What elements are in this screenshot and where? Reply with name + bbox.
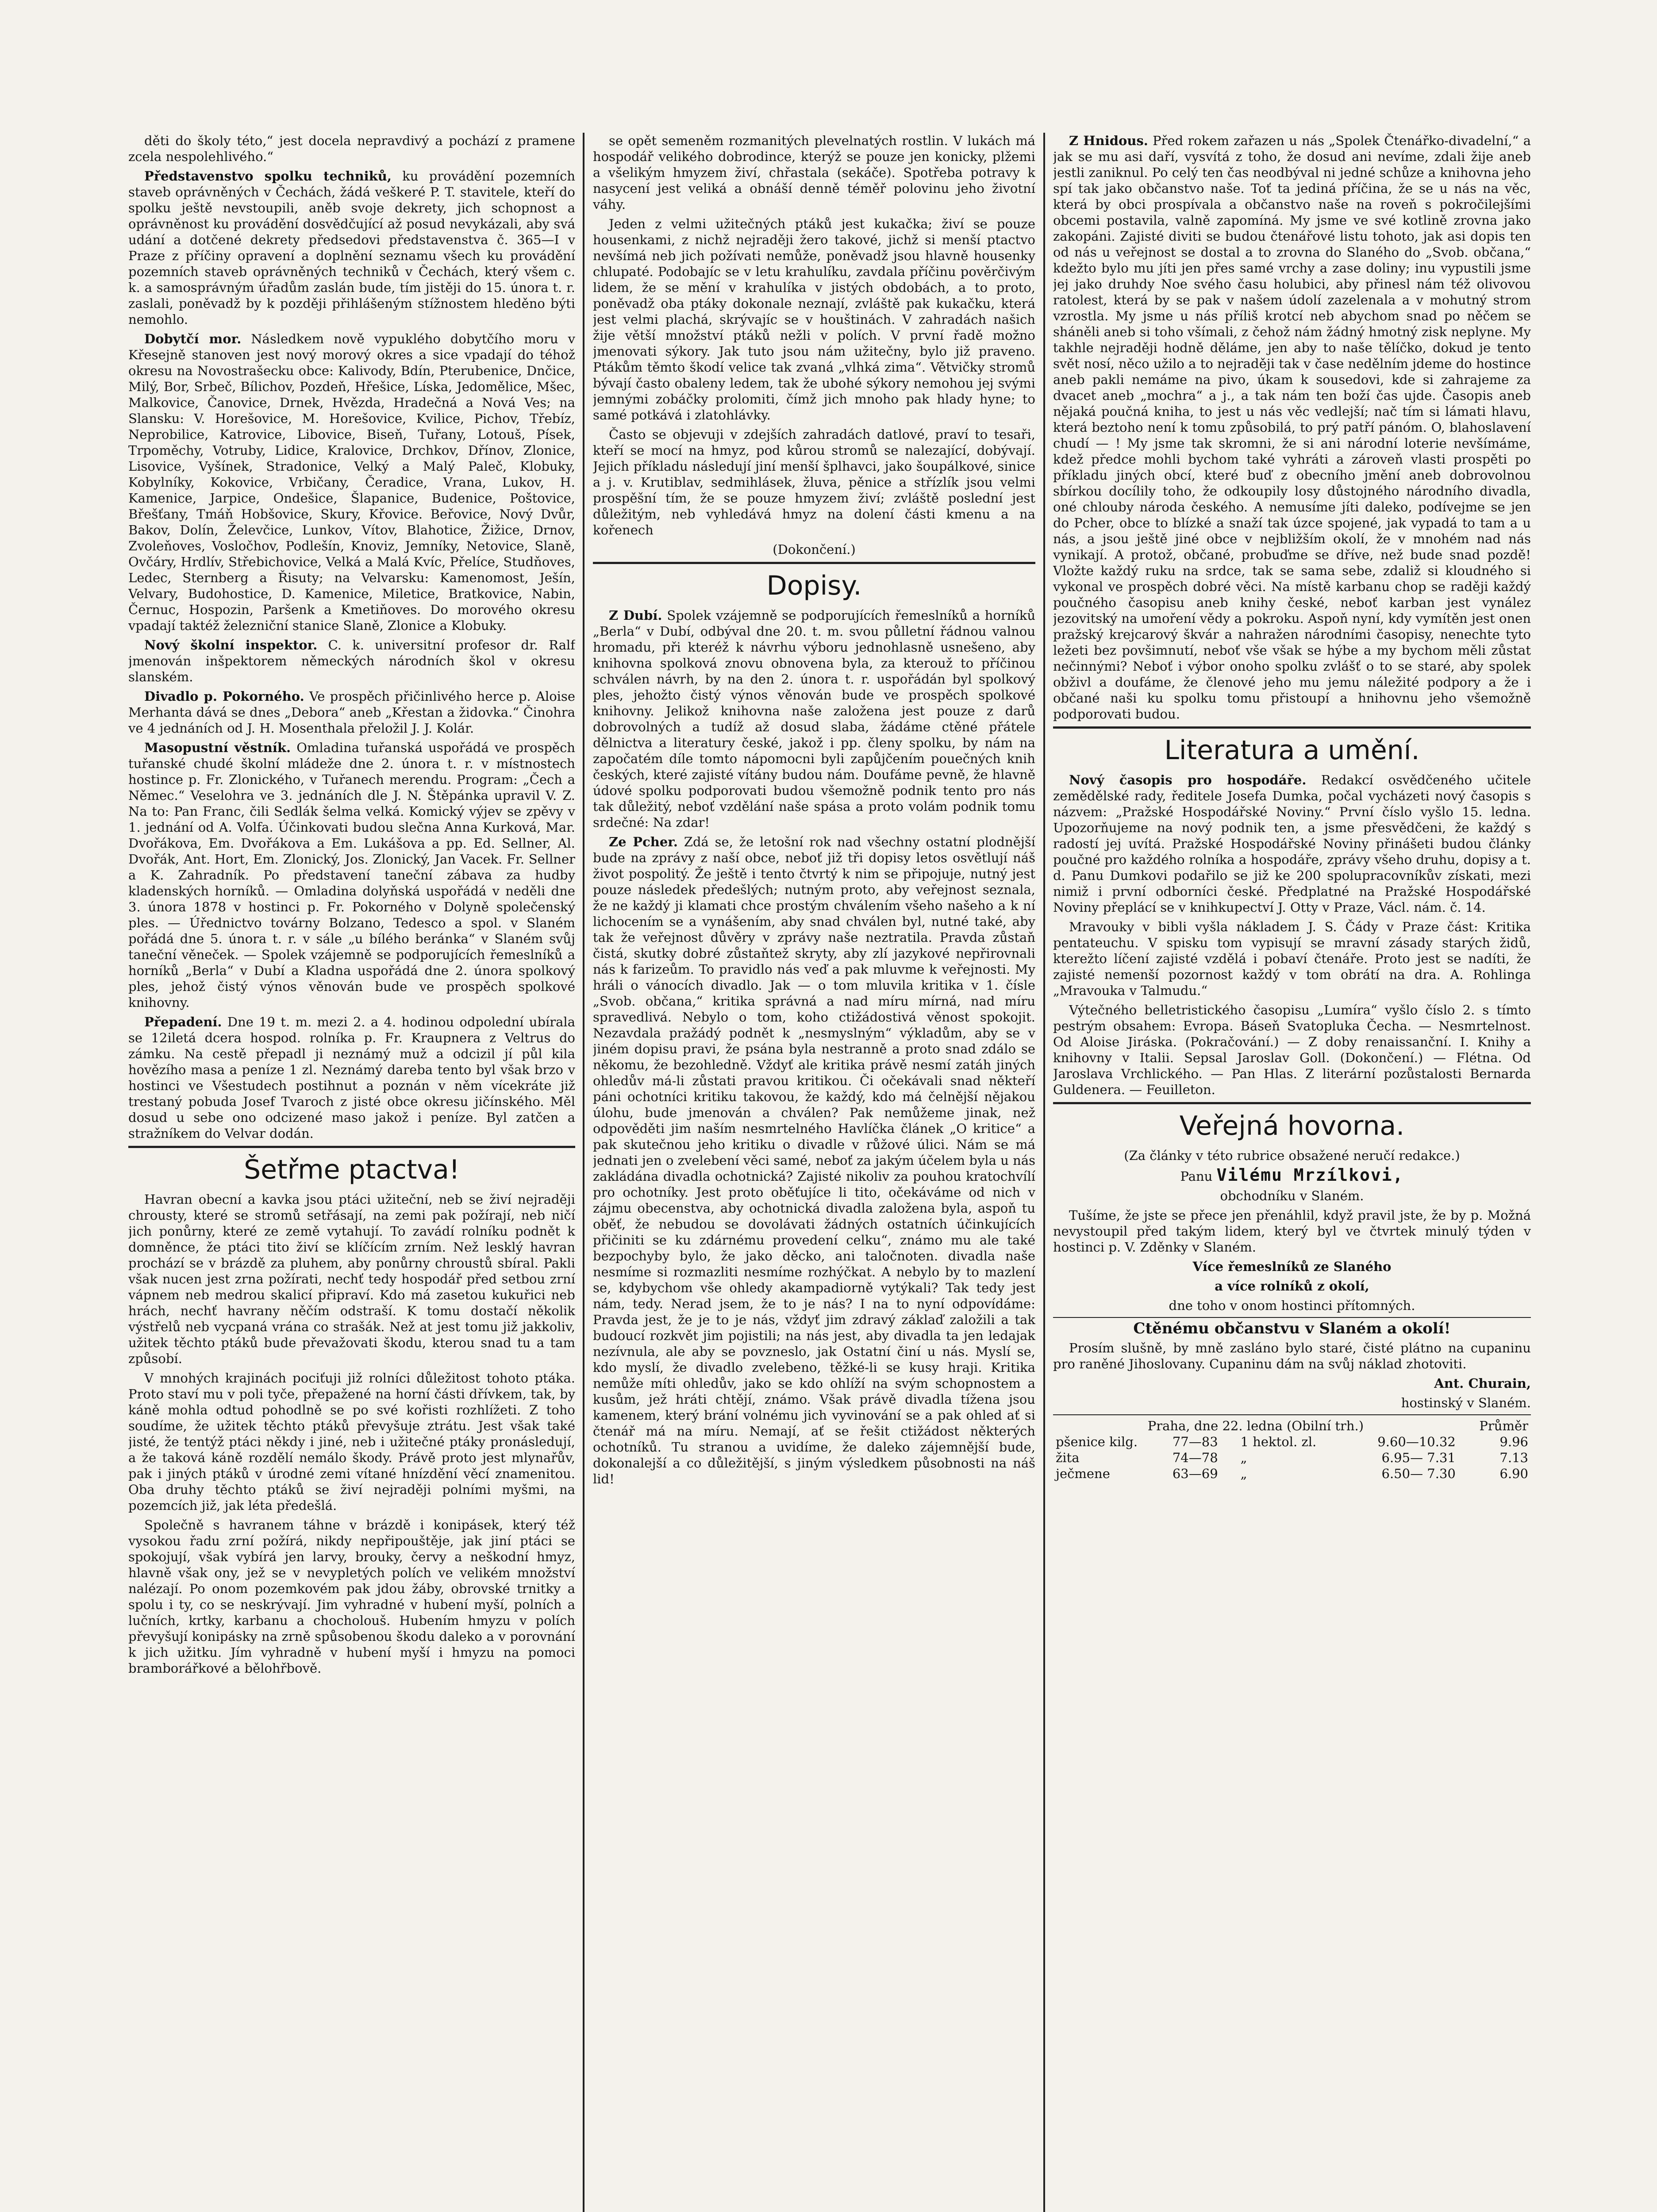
grain-price: 6.95— 7.31 <box>1381 1450 1456 1465</box>
table-row <box>1053 1434 1531 1450</box>
letter-item <box>1053 133 1531 722</box>
letter-text: Před rokem zařazen u nás „Spolek Čtenářko-divadelní,“ a jak se mu asi daří, vysvítá z toho, že dosud ani nevíme, zdali žije aneb jestli zaniknul. Po celý ten čas neodbýval ni jedné schůze a knihovna jeho spí tak jako občanstvo naše. Toť ta jediná příčina, že se u nás na věc, která by obci prospívala a občanstvo naše na roveň s pokročilejšími obcemi postavila, valně zapomíná. My jsme ve své kotlině zrovna jako zakopáni. Zajisté diviti se budou čtenářové listu tohoto, jak asi dopis ten od nás u veřejnost se dostal a to zrovna do Slaného do „Svob. občana,“ kdežto bylo mu jíti jen přes samé vrchy a zase doliny; inu vypustili jsme jej jako druhdy Noe svého času holubici, aby přinesl nám též olivovou ratolest, která by se pak v našem údolí zazelenala a v mohutný strom vzrostla. My jsme u nás příliš krotcí neb abychom snad po něčem se sháněli aneb si toho všímali, z čehož nám žádný hmotný zisk neplyne. My takhle nejraději hodně děláme, jen aby to naše tělíčko, dokud je tento svět nosí, něco užilo a to nejraději tak v čase nedělním jdeme do hostince aneb pakli nemáme na pivo, úkam k sousedovi, kde si zahrajeme za dvacet aneb „mochra“ a j., a tak nám ten boží čas ujde. Časopis aneb nějaká poučná kniha, to jest u nás věc vedlejší; nač tím si lámati hlavu, která beztoho není k tomu způsobilá, to prý patří pánóm. O, blahoslavení chudí — ! My jsme tak skromni, že si ani národní loterie nevšímáme, kdež předce mohli bychom také vyhráti a zároveň vlasti prospěti po příkladu jiných obcí, které buď z obecního jmění aneb dobrovolnou sbírkou docílily toho, že odkoupily losy důstojného národního divadla, oné chlouby národa českého. A nemusíme jíti daleko, podívejme se jen do Pcher, obce to blízké a snaží tak úzce spojené, jak vypadá to tam a u nás, a jsou ještě jiné obce v nejbližším okolí, že v mnohém nad nás vynikají. A protož, občané, probuďme se dříve, než bude snad pozdě! Vložte každý ruku na srdce, tak se sama sebe, zdaliž si kloudného si vykonal ve prospěch dobré věci. Na místě karbanu chop se raději každý poučného časopisu aneb knihy české, neboť karban jest vynález jezovitský na umoření vědy a pokroku. Aspoň nyní, kdy vymítěn jest onen pražský krejcarový škvár a nahražen národními časopisy, nenechte tyto ležeti bez povšimnutí, neboť vše však se hýbe a my bychom měli zůstat nečinnými? Neboť i výbor onoho spolku zvlášť o to se staré, aby spolek obživl a doufáme, že členové jeho mu jemu náležité podpory a že i občané naši ku spolku tomu přistoupí a hnihovnu jeho všemožně podporovati budou. <box>1053 133 1531 722</box>
divider <box>1053 1414 1531 1415</box>
price-heading: Praha, dne 22. ledna (Obilní trh.) <box>1147 1418 1364 1433</box>
news-text: Následkem nově vypuklého dobytčího moru v Křesejně stanoven jest nový morový okres a sice vpadají do téhož okresu na Novostrašecku obce: Kalivody, Bdín, Pterubenice, Dnčice, Milý, Bor, Srbeč, Bílichov, Pozdeň, Hřešice, Líska, Jedomělice, Mšec, Malkovice, Čanovice, Drnek, Hvězda, Hradečná a Nová Ves; na Slansku: V. Horešovice, M. Horešovice, Kvilice, Pichov, Třebíz, Neprobilice, Katrovice, Libovice, Biseň, Tuřany, Lotouš, Písek, Trpoměchy, Votruby, Lidice, Kralovice, Drchkov, Dřínov, Zlonice, Lisovice, Vyšínek, Stradonice, Velký a Malý Paleč, Klobuky, Kobylníky, Kokovice, Vrbičany, Čeradice, Vrana, Lukov, H. Kamenice, Jarpice, Ondešice, Šlapanice, Budenice, Poštovice, Břešťany, Tmáň Hobšovice, Skury, Křovice. Beřovice, Nový Dvůr, Bakov, Dolín, Želevčice, Lunkov, Vítov, Blahotice, Žižice, Drnov, Zvoleňoves, Vosločhov, Podlešín, Knoviz, Jemníky, Netovice, Slaně, Ovčáry, Hrdlív, Střebichovice, Velká a Malá Kvíc, Přelíce, Studňoves, Ledec, Sternberg a Řisuty; na Velvarsku: Kamenomost, Ješín, Velvary, Budohostice, D. Kamenice, Miletice, Bratkovice, Nabin, Černuc, Hospozin, Paršenk a Kmetiňoves. Do morového okresu vpadají taktéž železniční stanice Slaně, Zlonice a Klobuky. <box>128 331 575 633</box>
divider <box>1053 1317 1531 1318</box>
price-avg-header: Průměr <box>1479 1418 1528 1433</box>
signature: Více řemeslníků ze Slaného <box>1192 1259 1392 1274</box>
signature: a více rolníků z okolí, <box>1215 1279 1369 1294</box>
column-rule <box>583 133 584 2212</box>
table-row <box>1053 1450 1531 1466</box>
grain-name: ječmene <box>1056 1466 1110 1481</box>
signature: Ant. Churain, <box>1434 1376 1531 1391</box>
grain-unit: 1 hektol. zl. <box>1240 1434 1317 1449</box>
column-1 <box>128 133 575 2212</box>
paragraph: Společně s havranem táhne v brázdě i konipásek, který též vysokou řadu zrní požírá, nikdy nepřipouštěje, jak jiní ptáci se spokojují, však vybírá jen larvy, brouky, červy a neškodní hmyz, hlavně však ony, jež se v nevypletých polích ve velikém množství nalézají. Po onom pozemkovém pak jdou žáby, obrovské trnitky a spolu i ty, co se neskrývají. Jim vyhradné v hubení myší, polních a lučních, krtky, karbanu a chocholouš. Hubením hmyzu v polích převyšují konipásky na zrně spůsobenou škodu daleko a v porovnání k jich užitku. Jím vyhradně v hubení myší i hmyzu na pomoci bramborářkové a bělohřbově. <box>128 1517 575 1676</box>
letter-lead: Z Hnidous. <box>1069 133 1148 148</box>
signature-note: hostinský v Slaném. <box>1401 1395 1531 1410</box>
news-item <box>128 688 575 736</box>
news-item <box>128 740 575 1010</box>
grain-unit: „ <box>1240 1450 1247 1465</box>
news-lead: Masopustní věstník. <box>144 740 291 755</box>
addressee-prefix: Panu <box>1180 1169 1213 1184</box>
letter-lead: Ze Pcher. <box>609 834 678 849</box>
news-lead: Divadlo p. Pokorného. <box>144 689 304 704</box>
paragraph: děti do školy této,“ jest docela nepravdivý a pochází z pramene zcela nespolehlivého.“ <box>128 133 575 164</box>
section-divider <box>1053 726 1531 729</box>
literature-lead: Nový časopis pro hospodáře. <box>1069 772 1307 787</box>
editor-note: (Za články v této rubrice obsažené neručí redakce.) <box>1124 1148 1460 1163</box>
section-heading: Šetřme ptactva! <box>244 1154 460 1185</box>
grain-avg: 9.96 <box>1499 1434 1528 1449</box>
grain-name: žita <box>1056 1450 1080 1465</box>
newspaper-page <box>128 133 1531 2212</box>
news-lead: Dobytčí mor. <box>144 331 242 346</box>
grain-price: 6.50— 7.30 <box>1381 1466 1456 1481</box>
addressee-name: Vilému Mrzílkovi, <box>1216 1165 1404 1185</box>
paragraph: Prosím slušně, by mně zasláno bylo staré, čisté plátno na cupaninu pro raněné Jihoslovany. Cupaninu dám na svůj náklad zhotoviti. <box>1053 1340 1531 1371</box>
grain-avg: 7.13 <box>1499 1450 1528 1465</box>
table-row <box>1053 1466 1531 1482</box>
section-divider <box>593 562 1035 564</box>
grain-range: 77—83 <box>1172 1434 1218 1449</box>
news-item <box>128 168 575 327</box>
news-lead: Přepadení. <box>144 1014 222 1029</box>
column-2 <box>593 133 1035 2212</box>
section-divider <box>1053 1102 1531 1104</box>
news-lead: Představenstvo spolku techniků, <box>144 169 392 184</box>
paragraph: Jeden z velmi užitečných ptáků jest kukačka; živí se pouze housenkami, z nichž nejraději žero takové, jichž si menší ptactvo nevšímá neb jich požívati nemůže, poněvadž jsou hlavně housenky chlupaté. Podobajíc se v letu krahulíku, zavdala příčinu pověrčivým lidem, že se mění v krahulíka v jistých obdobách, a to proto, poněvadž oba ptáky dokonale neznají, zvláště pak kukačku, která jest velmi plachá, skrývajíc se v houštinách. V zahradách našich žije větší množství ptáků nežli v polích. V první řadě možno jmenovati sýkory. Jak tuto jsou nám užitečny, bylo již praveno. Ptákům těmto škodí velice tak zvaná „vlhká zima“. Větvičky stromů bývají často obaleny ledem, tak že ubohé sýkory nemohou jej svými jemnými zobáčky prolomiti, čímž jich mnoho pak hlady hyne; to samé potkává i zlatohlávky. <box>593 216 1035 422</box>
paragraph: Tušíme, že jste se přece jen přenáhlil, když pravil jste, že by p. Možná nevystoupil před takým lidem, který byl ve čtvrtek minulý týden v hostinci p. V. Zděnky v Slaném. <box>1053 1208 1531 1255</box>
news-text: C. k. universitní profesor dr. Ralf jmenován inšpektorem německých národních škol v okresu slanském. <box>128 637 575 684</box>
paragraph: Havran obecní a kavka jsou ptáci užiteční, neb se živí nejraději chrousty, které se stromů setřásají, na zemi pak požírají, neb ničí jich ponůrny, které ze země vytahují. To zavádí rolníku podnět k domněnce, že ptáci tito živí se klíčícím zrním. Než lesklý havran prochází se v brázdě za pluhem, aby ponůrny chroustů sbíral. Pakli však nucen jest zrna požírati, nechť tedy hospodář před setbou zrní vápnem neb medrou skalicí připraví. Kdo má zasetou kukuřici neb hrách, nechť havrany něčím odstraší. K tomu dostačí několik výstřelů neb vycpaná vrána co strašák. Než at jest tomu již jakkoliv, užitek těchto ptáků bude převažovati škodu, kterou snad tu a tam způsobí. <box>128 1192 575 1366</box>
continued-note: (Dokončení.) <box>773 542 856 557</box>
letter-text: Zdá se, že letošní rok nad všechny ostatní plodnější bude na zprávy z naší obce, neboť již tři dopisy letos osvětlují náš život pospolitý. Že ještě i tento čtvrtý k nim se připojuje, nutný jest pouze následek předešlých; nutným proto, aby veřejnost seznala, že ne každý ji klamati chce prostým chválením všeho našeho a k ní lichocením se a vynášením, aby snad chválen byl, nutné také, aby tak že veřejnost důvěry v zprávy naše neztratila. Pravda zůstaň čistá, skutky dobré zůstaňtež skryty, aby zlí jazykové nepřirovnali nás k farizeům. To pravidlo nás veď a pak mluvme k veřejnosti. My hráli o vánocích divadlo. Jak — o tom mluvila kritika v 1. čísle „Svob. občana,“ kritika správná a nad míru mírná, nad míru spravedlivá. Nebylo o tom, koho ctižádostivá věnost spokojit. Nezavdala pražádý podnět k „nesmyslným“ výkladům, aby se v jiném dopisu pravi, že psána byla nestranně a proto snad zdálo se někomu, že bezohledně. Vždyť ale kritika právě nesmí zatáh jiných ohledův má-li zůstati pravou kritikou. Či očekávali snad někteří páni ochotníci kritiku takovou, že každý, kdo má čelnější nějakou úlohu, bude jmenován a chválen? Pak nemůžeme jinak, než odpověděti jim naším nesmrtelného Havlíčka článek „O kritice“ a pak skutečnou jeho kritiku o divadle v růžové úlici. Nám se má jednati jen o zvelebení věci samé, neboť za jakým účelem byla u nás zakládána divadla ochotnická? Zajisté nikoliv za pouhou kratochvílí pro ochotníky. Jest proto oběťujíce li tito, očekáváme od nich v zájmu obecenstva, aby ochotnická divadla založena byla, aspoň tu oběť, že nebudou se dovolávati žádných ostatních účinkujících přičiniti se ku zdárnému provedení celku“, známo mu ale také bezpochyby bylo, že jako děcko, ani taločnoten. divadla naše nesmíme si rozmazliti nesmíme rozhýčkat. A nebylo by to mazlení se, kdybychom vše ohledy akampadiorně vytýkali? Tak tedy jest nám, tedy. Nerad jsem, že to je nás? I na to nyní odpovídáme: Pravda jest, že je to je nás, vždyť jim zdravý záklaď založili a tak budoucí rozkvět jim pojistili; na nás jest, aby divadla ta jen ledajak nezívnula, ale aby se povzneslo, jak Ostatní činí u nás. Myslí se, kdo myslí, že divadlo zvelebeno, těžké-li se kusy hraji. Kritika nemůže míti ohledův, jako se kdo ohlíží na svým schopnostem a kusům, jež hráti chtějí, známo. Však právě divadla tížena jsou kamenem, který brání volnému jich vyvinování se a pak ohled ať si čtenář má na míru. Nemají, ať se řešit ctižádost některých ochotníků. Tu stranou a uvidíme, že daleko zájemnější bude, dokonalejší a co důležitější, s jiným výsledkem působnosti na náš lid! <box>593 834 1035 1486</box>
section-heading: Veřejná hovorna. <box>1179 1110 1405 1141</box>
grain-avg: 6.90 <box>1499 1466 1528 1481</box>
letter-lead: Z Dubí. <box>609 608 662 623</box>
news-item <box>128 1014 575 1141</box>
grain-price: 9.60—10.32 <box>1377 1434 1456 1449</box>
price-table <box>1053 1418 1531 1482</box>
column-3 <box>1053 133 1531 2212</box>
news-text: ku provádění pozemních staveb oprávněných v Čechách, žádá veškeré P. T. stavitele, kteří do spolku ještě nevstoupili, aněb svoje dekrety, jich schopnost a oprávněnost ku provádění dosvědčující až posud nevykázali, aby svá udání a dotčené dekrety předsedovi představenstva č. 365—I v Praze z příčiny opravení a doplnění seznamu všech ku provádění pozemních staveb oprávněných techniků v Čechách, který všem c. k. a samosprávným úřadům zaslán bude, tím jistěji do 15. února t. r. zaslali, poněvadž by k později přihlášeným stížnostem hleděno býti nemohlo. <box>128 169 575 327</box>
letter-text: Spolek vzájemně se podporujících řemeslníků a horníků „Berla“ v Dubí, odbýval dne 20. t. m. svou půlletní řádnou valnou hromadu, při kteréž k návrhu výboru jednohlasně usnešeno, aby knihovna spolková znovu obnovena byla, za kterouž to příčinou schválen návrh, by na den 2. února t. r. uspořádán byl spolkový ples, jehožto čistý výnos věnován bude ve prospěch spolkové knihovny. Jelikož knihovna naše založena jest pouze z darů dobrovolných a tudíž až dosud slaba, žádáme ctěné přátele dělnictva a literatury české, jakož i pp. členy spolku, by nám na započatém díle tomto nápomocni byli zapůjčením pouečných knih českých, které zajisté vítány budou nám. Doufáme pevně, že hlavně údové spolku podporovati budou všemožně podnik tento pro nás tak důležitý, neboť vzdělání naše spása a proto volám podnik tomu srdečné: Na zdar! <box>593 608 1035 830</box>
news-text: Ve prospěch přičinlivého herce p. Aloise Merhanta dává se dnes „Debora“ aneb „Křestan a židovka.“ Činohra ve 4 jednáních od J. H. Mosenthala přeložil J. J. Kolár. <box>128 689 575 736</box>
addressee-role: obchodníku v Slaném. <box>1220 1188 1364 1203</box>
price-header-row <box>1053 1418 1531 1434</box>
literature-item: Výtečného belletristického časopisu „Lumíra“ vyšlo číslo 2. s tímto pestrým obsahem: Evropa. Báseň Svatopluka Čecha. — Nesmrtelnost. Od Aloise Jiráska. (Pokračování.) — Z doby renaissanční. I. Knihy a knihovny v Italii. Sepsal Jaroslav Goll. (Dokončení.) — Flétna. Od Jaroslava Vrchlického. — Pan Hlas. Z literární pozůstalosti Bernarda Guldenera. — Feuilleton. <box>1053 1002 1531 1097</box>
news-lead: Nový školní inspektor. <box>144 637 318 653</box>
news-item <box>128 331 575 634</box>
news-item <box>128 637 575 685</box>
literature-item <box>1053 772 1531 915</box>
paragraph: V mnohých krajinách pociťuji již rolníci důležitost tohoto ptáka. Proto staví mu v poli tyče, přepažené na horní části dřívkem, tak, by káně mohla odtud pohodlně se po své kořisti rozhlížeti. Z toho soudíme, že užitek těchto ptáků převyšuje ztrátu. Jest však také jisté, že tentýž ptáci někdy i jiné, neb i užitečné ptáky pronásledují, a že taková káně rozdělí nemálo škody. Právě proto jest mlynařův, pak i jiných ptáků v úrodné zemi vítané hnízdění věcí znamenitou. Oba druhy těchto ptáků se živí nejraději polními myšmi, na pozemcích již, jak léta předešlá. <box>128 1371 575 1513</box>
section-divider <box>128 1146 575 1148</box>
grain-unit: „ <box>1240 1466 1247 1481</box>
literature-item: Mravouky v bibli vyšla nákladem J. S. Čády v Praze část: Kritika pentateuchu. V spisku tom vypisují se mravní zásady starých židů, kterežto líčení zajisté vzdělá i pobaví čtenáře. Proto jest se nadíti, že zajisté nemenší pozornost každý v tom obrátí na dra. A. Rohlinga „Mravouka v Talmudu.“ <box>1053 919 1531 998</box>
letter-item <box>593 607 1035 830</box>
notice-heading: Ctěnému občanstvu v Slaném a okolí! <box>1133 1320 1451 1337</box>
signature-note: dne toho v onom hostinci přítomných. <box>1169 1298 1415 1313</box>
grain-name: pšenice kilg. <box>1056 1434 1138 1449</box>
paragraph: se opět semeněm rozmanitých plevelnatých rostlin. V lukách má hospodář velikého dobrodince, kterýž se pouze jen konicky, plžemi a všelikým hmyzem živí, chřastala (sekáče). Spotřeba potravy k nasycení jest veliká a obnáší denně téměř polovinu jeho životní váhy. <box>593 133 1035 212</box>
grain-range: 74—78 <box>1172 1450 1218 1465</box>
letter-item <box>593 834 1035 1487</box>
news-text: Omladina tuřanská uspořádá ve prospěch tuřanské chudé školní mládeže dne 2. února t. r. v místnostech hostince p. Fr. Zlonického, v Tuřanech merendu. Program: „Čech a Němec.“ Veselohra ve 3. jednáních dle J. N. Štěpánka upravil V. Z. Na to: Pan Franc, čili Sedlák šelma velká. Komický výjev se zpěvy v 1. jednání od A. Volfa. Účinkovati budou slečna Anna Kurková, Mar. Dvořákova, Em. Dvořákova a Em. Lukášova a pp. Ed. Sellner, Al. Dvořák, Ant. Hort, Em. Zlonický, Jos. Zlonický, Jan Vacek. Fr. Sellner a K. Zahradník. Po představení taneční zábava za hudby kladenských horníků. — Omladina dolyňská uspořádá v neděli dne 3. února 1878 v hostinci p. Fr. Pokorného v Dolyně společenský ples. — Úřednictvo továrny Bolzano, Tedesco a spol. v Slaném pořádá dne 5. února t. r. v sále „u bílého beránka“ v Slaném svůj taneční věneček. — Spolek vzájemně se podporujících řemeslníků a horníků „Berla“ v Dubí a Kladna uspořádá dne 2. února spolkový ples, jehož čistý výnos věnován bude ve prospěch spolkové knihovny. <box>128 740 575 1010</box>
section-heading: Literatura a umění. <box>1164 735 1420 766</box>
grain-range: 63—69 <box>1172 1466 1218 1481</box>
literature-text: Redakcí osvědčeného učitele zemědělské rady, ředitele Josefa Dumka, počal vycházeti nový časopis s názvem: „Pražské Hospodářské Noviny.“ První číslo vyšlo 15. ledna. Upozorňujeme na nový podnik ten, a jsme přesvědčeni, že každý s radostí jej uvítá. Pražské Hospodářské Noviny přinášeti budou články poučné pro každého rolníka a hospodáře, zprávy všeho druhu, dopisy a t. d. Panu Dumkovi podařilo se již ke 200 spolupracovníkův získati, mezi nimiž i první odborníci české. Předplatné na Pražské Hospodářské Noviny přeplácí se v knihkupectví J. Otty v Praze, Václ. nám. č. 14. <box>1053 772 1531 915</box>
paragraph: Často se objevuji v zdejších zahradách datlové, praví to tesaři, kteří se mocí na hmyz, pod kůrou stromů se nalezající, dobývají. Jejich příkladu následují jiní menší šplhavci, jako šoupálkové, sinice a j. v. Krutiblav, sedmihlásek, žluva, pěnice a střízlík jsou velmi prospěšní tím, že se pouze hmyzem živí; zvláště poslední jest důležitým, neb vyhledává hmyz na dolení části kmenu a na kořenech <box>593 427 1035 538</box>
column-rule <box>1043 133 1045 2212</box>
addressee <box>1053 1167 1531 1184</box>
news-text: Dne 19 t. m. mezi 2. a 4. hodinou odpolední ubírala se 12iletá dcera hospod. rolníka p. Fr. Kraupnera z Veltrus do zámku. Na cestě přepadl ji neznámý muž a odcizil jí půl kila hovězího masa a peníze 1 zl. Neznámý dareba tento byl však brzo v hostinci ve Všestudech postihnut a poznán v něm vícekráte již trestaný pobuda Josef Tvaroch z jisté obce okresu jičínského. Měl dosud u sebe ono odcizené maso jakož i peníze. Byl zatčen a stražníkem do Velvar dodán. <box>128 1014 575 1141</box>
section-heading: Dopisy. <box>766 570 862 601</box>
